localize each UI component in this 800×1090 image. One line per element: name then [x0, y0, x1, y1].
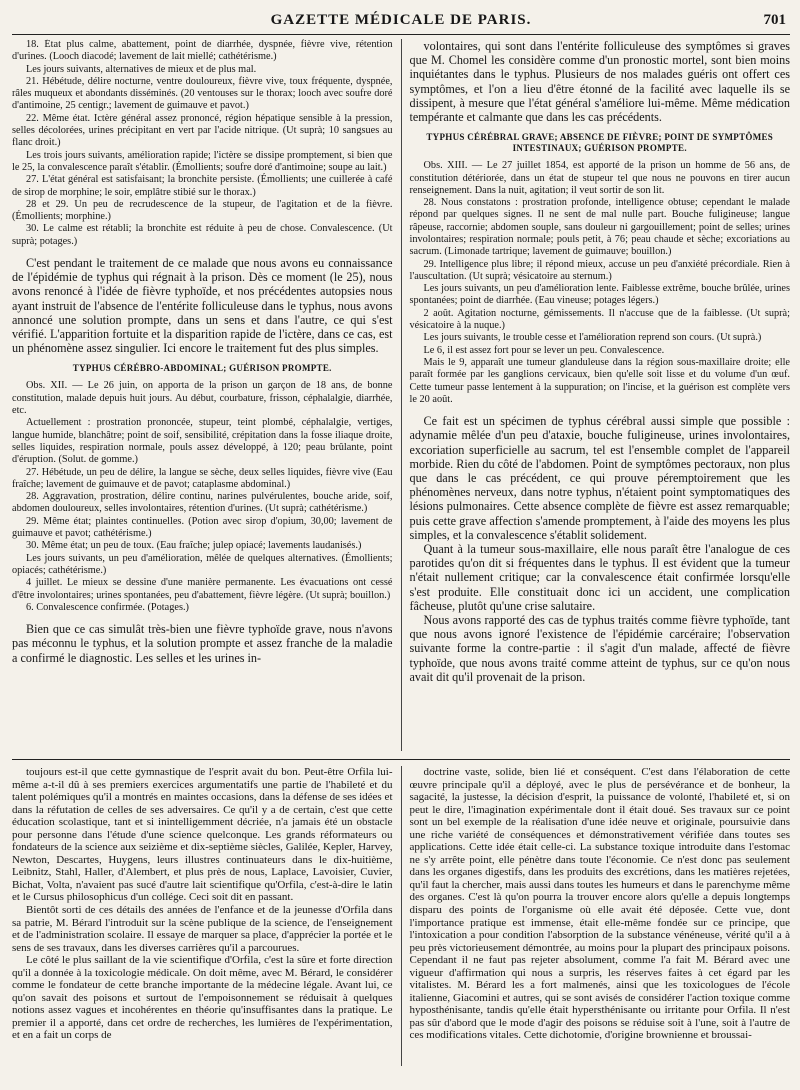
observation-note: 2 août. Agitation nocturne, gémissements. Il n'accuse que de la faiblesse. (Ut suprà; vésicatoire à la nuque.)	[409, 307, 790, 332]
observation-note: 28 et 29. Un peu de recrudescence de la stupeur, de l'agitation et de la fièvre. (Émollients; morphine.)	[12, 198, 393, 223]
clinical-observations-section	[12, 39, 790, 751]
upper-right-column	[401, 39, 791, 751]
observation-note: Le 6, il est assez fort pour se lever un peu. Convalescence.	[423, 344, 665, 356]
section-heading: TYPHUS CÉRÉBRO-ABDOMINAL; GUÉRISON PROMPTE.	[72, 363, 332, 374]
feuilleton-paragraph: Le côté le plus saillant de la vie scientifique d'Orfila, c'est la sûre et forte direction qu'il a donnée à la toxicologie médicale. On doit même, avec M. Bérard, le considérer comme le fondateur de cette branche importante de la médecine légale. Avant lui, ce qu'on savait des poisons et surtout de l'empoisonnement se réduisait à quelques notions assez vagues et incohérentes en théorie qu'insuffisantes dans la pratique. Le premier il a apporté, dans cet ordre de recherches, les lumières de l'expérimentation, et en a fait un corps de	[12, 954, 393, 1042]
observation-note: 18. État plus calme, abattement, point de diarrhée, dyspnée, fièvre vive, rétention d'urines. (Looch diacodé; lavement de lait miellé; cathétérisme.)	[12, 39, 393, 63]
upper-left-column	[12, 39, 401, 751]
observation-note: Obs. XIII. — Le 27 juillet 1854, est apporté de la prison un homme de 56 ans, de constitution détériorée, dans un état de stupeur tel que nous ne pouvons en tirer aucun renseignement. Dans la nuit, agitation; il veut sortir de son lit.	[409, 160, 790, 196]
lower-left-column	[12, 766, 401, 1066]
section-heading: TYPHUS CÉRÉBRAL GRAVE; ABSENCE DE FIÈVRE; POINT DE SYMPTÔMES INTESTINAUX; GUÉRISON PROMPTE.	[426, 132, 774, 154]
observation-note: 30. Le calme est rétabli; la bronchite est réduite à peu de chose. Convalescence. (Ut suprà; potages.)	[12, 223, 393, 247]
observation-note: 6. Convalescence confirmée. (Potages.)	[26, 601, 189, 613]
page-number: 701	[763, 12, 786, 28]
observation-note: Mais le 9, apparaît une tumeur glanduleuse dans la région sous-maxillaire droite; elle paraît formée par les ganglions cervicaux, bien qu'elle soit lisse et du volume d'un œuf. Cette tumeur passe lentement à la suppuration; on l'incise, et la guérison est complète vers le 20 août.	[409, 356, 790, 405]
observation-note: Les jours suivants, un peu d'amélioration lente. Faiblesse extrême, bouche brûlée, urines spontanées; point de diarrhée. (Eau vineuse; potages légers.)	[409, 283, 790, 307]
observation-note: 28. Aggravation, prostration, délire continu, narines pulvérulentes, bouche aride, soif, abdomen douloureux, selles involontaires, rétention d'urines. (Ut suprà; cathétérisme.)	[12, 491, 393, 515]
lower-right-column	[401, 766, 791, 1066]
feuilleton-paragraph: toujours est-il que cette gymnastique de l'esprit avait du bon. Peut-être Orfila lui-même a-t-il dû à ses premiers exercices argumentatifs une partie de l'habileté et du talent polémiques qu'il a montrés en maintes occasions, dans la défense de ses idées et dans la réfutation de celles de ses adversaires. Ce qu'il y a de certain, c'est que cette éducation scolastique, tant et si inintelligemment décriée, n'a jamais été un obstacle pour personne dans l'étude d'une science quelconque. Les grands réformateurs ou fondateurs de la science aux seizième et dix-septième siècles, Galilée, Kepler, Harvey, Newton, Descartes, Huygens, leurs illustres continuateurs dans le dix-huitième, Leibnitz, Stahl, Haller, d'Alembert, et plus près de nous, Laplace, Lavoisier, Cuvier, Bichat, Volta, n'avaient pas sucé d'autre lait scientifique qu'Orfila, c'est-à-dire le latin et le Cursus philosophicus d'un collége. Ceci soit dit en passant.	[12, 766, 393, 904]
observation-note: 21. Hébétude, délire nocturne, ventre douloureux, fièvre vive, toux fréquente, dyspnée, râles muqueux et abondants disséminés. (20 ventouses sur le thorax; looch avec soufre doré d'antimoine, 25 centigr.; lavement de guimauve et pavot.)	[12, 75, 393, 112]
observation-note: 27. Hébétude, un peu de délire, la langue se sèche, deux selles liquides, fièvre vive (Eau fraîche; lavement de guimauve et de pavot; cataplasme abdominal.)	[12, 466, 393, 490]
commentary-paragraph: Nous avons rapporté des cas de typhus traités comme fièvre typhoïde, tant que nous avons ignoré l'existence de l'épidémie carcéraire; l'observation suivante forme la contre-partie : il s'agit d'un malade, affecté de fièvre typhoïde, que nous avons traité comme atteint de typhus, sur ce qu'on nous avait dit qu'il provenait de la prison.	[409, 613, 790, 684]
observation-note: 29. Intelligence plus libre; il répond mieux, accuse un peu d'anxiété précordiale. Rien à l'auscultation. (Ut suprà; vésicatoire au sternum.)	[409, 258, 790, 282]
observation-note: 28. Nous constatons : prostration profonde, intelligence obtuse; cependant le malade répond par quelques signes. Il ne sent de mal nulle part. Bouche fuligineuse; langue râpeuse, raccornie; abdomen souple, sans douleur ni gargouillement; point de selles; urines involontaires; respiration normale; pouls petit, à 76; peau chaude et sèche; excoriations au sacrum. (Limonade tartrique; lavement de guimauve; bouillon.)	[409, 197, 790, 258]
observation-note: 29. Même état; plaintes continuelles. (Potion avec sirop d'opium, 30,00; lavement de guimauve et pavot; cathétérisme.)	[12, 515, 393, 540]
observation-note: Obs. XII. — Le 26 juin, on apporta de la prison un garçon de 18 ans, de bonne constitution, malade depuis huit jours. Au début, courbature, frisson, céphalalgie, diarrhée, etc.	[12, 380, 393, 417]
commentary-paragraph: C'est pendant le traitement de ce malade que nous avons eu connaissance de l'épidémie de typhus qui régnait à la prison. Dès ce moment (le 25), nous avons renoncé à l'idée de fièvre typhoïde, et nos précédentes autopsies nous ayant instruit de l'absence de l'entérite folliculeuse dans le typhus, nous avons annoncé une solution prompte, dans un sens et dans l'autre, ce qui s'est vérifié. L'apparition fortuite et la disparition rapide de l'ictère, dans ce cas, est un phénomène assez singulier. Ici encore le traitement fut des plus simples.	[12, 256, 393, 356]
feuilleton-paragraph: Bientôt sorti de ces détails des années de l'enfance et de la jeunesse d'Orfila dans sa patrie, M. Bérard l'introduit sur la scène publique de la science, de l'enseignement et de l'administration scolaire. Il essaye de marquer sa place, d'apprécier la portée et le sens de ses travaux, dans les diverses carrières qu'il a parcourues.	[12, 904, 393, 954]
observation-note: Actuellement : prostration prononcée, stupeur, teint plombé, céphalalgie, vertiges, langue humide, blanchâtre; point de soif, sensibilité, crépitation dans la fosse iliaque droite, selles liquides, respiration normale, pouls assez développé, à 120; peau brûlante, point d'éruption. (Solut. de gomme.)	[12, 417, 393, 466]
commentary-paragraph: Ce fait est un spécimen de typhus cérébral aussi simple que possible : adynamie mêlée d'un peu d'ataxie, bouche fuligineuse, urines involontaires, excoriation superficielle au sacrum, tel est l'ensemble complet de l'appareil morbide. Rien du côté de l'abdomen. Point de symptômes pectoraux, non plus que dans le cas précédent, ce qui prouve péremptoirement que les phénomènes nerveux, dans notre typhus, n'étaient point symptomatiques des lésions pulmonaires. Cette absence complète de fièvre est assez remarquable; puis cette grave affection s'amende promptement, à l'aide des moyens les plus simples, et la convalescence s'établit solidement.	[409, 414, 790, 542]
section-divider	[12, 759, 790, 760]
page-header	[12, 8, 790, 35]
observation-note: 30. Même état; un peu de toux. (Eau fraîche; julep opiacé; lavements laudanisés.)	[26, 540, 362, 552]
observation-note: 22. Même état. Ictère général assez prononcé, région hépatique sensible à la pression, selles décolorées, urines précipitant en vert par l'acide nitrique. (Ut suprà; 10 sangsues au flanc droit.)	[12, 112, 393, 149]
running-title: GAZETTE MÉDICALE DE PARIS.	[270, 12, 532, 28]
observation-note: Les jours suivants, alternatives de mieux et de plus mal.	[26, 63, 257, 75]
feuilleton-section	[12, 766, 790, 1066]
observation-note: Les jours suivants, le trouble cesse et l'amélioration reprend son cours. (Ut suprà.)	[423, 332, 762, 344]
observation-note: 27. L'état général est satisfaisant; la bronchite persiste. (Émollients; une cuillerée à café de sirop de morphine; le soir, emplâtre stibié sur le thorax.)	[12, 174, 393, 198]
observation-note: Les trois jours suivants, amélioration rapide; l'ictère se dissipe promptement, si bien que le 25, la convalescence paraît s'établir. (Émollients; soufre doré d'antimoine; soupe au lait.)	[12, 149, 393, 173]
commentary-paragraph: Bien que ce cas simulât très-bien une fièvre typhoïde grave, nous n'avons pas méconnu le typhus, et la solution prompte et assez franche de la maladie a confirmé le diagnostic. Les selles et les urines in-	[12, 622, 393, 665]
observation-note: 4 juillet. Le mieux se dessine d'une manière permanente. Les évacuations ont cessé d'être involontaires; urines spontanées, peu d'abattement, fièvre légère. (Ut suprà; bouillon.)	[12, 577, 393, 601]
commentary-paragraph: volontaires, qui sont dans l'entérite folliculeuse des symptômes si graves que M. Chomel les considère comme d'un pronostic mortel, sont bien moins inquiétantes dans le typhus. Plusieurs de nos malades guéris ont offert ces symptômes, et l'on a lieu d'être étonné de la facilité avec laquelle ils se dissipent, à mesure que l'état général s'améliore lui-même. Même médication tempérante et calmante que dans les cas précédents.	[409, 39, 790, 125]
commentary-paragraph: Quant à la tumeur sous-maxillaire, elle nous paraît être l'analogue de ces parotides qu'on dit si fréquentes dans le typhus. Il est évident que la tumeur n'était nullement critique; car la convalescence était confirmée lorsqu'elle s'est produite. Elle constituait donc ici un accident, une complication fâcheuse, plutôt qu'une crise salutaire.	[409, 541, 790, 613]
observation-note: Les jours suivants, un peu d'amélioration, mêlée de quelques alternatives. (Émollients; opiacés; cathétérisme.)	[12, 552, 393, 576]
feuilleton-paragraph: doctrine vaste, solide, bien lié et conséquent. C'est dans l'élaboration de cette œuvre principale qu'il a déployé, avec le plus de persévérance et de bonheur, la sagacité, la justesse, la décision d'esprit, la puissance de volonté, l'habileté et, si on peut le dire, l'imagination expérimentale dont il était doué. Ses travaux sur ce point sont un bel exemple de la réalisation d'une idée neuve et originale, poursuivie dans une riche variété de conséquences et démonstrativement vérifiée dans toutes ses applications. Cette idée était celle-ci. La substance toxique introduite dans l'estomac ne s'y arrête point, elle pénètre dans toute l'économie. Ce n'est donc pas seulement dans les organes digestifs, dans les produits des excrétions, dans les matières rejetées, qu'il faut la chercher, mais aussi dans toutes les humeurs et dans le parenchyme même des organes. C'est là qu'on pourra la trouver encore alors qu'elle a depuis longtemps disparu des points de l'organisme où elle avait été déposée. Cette vue, dont l'importance pratique est immense, était elle-même fondée sur ce principe, que l'intoxication a pour condition l'absorption de la substance vénéneuse, vérité qu'il a à peu près victorieusement démontrée, au moins pour la plupart des principaux poisons. Cependant il ne faut pas rejeter absolument, comme l'a fait M. Bérard avec une vigueur d'affirmation qui nous a surpris, les réserves faites à cet égard par les vitalistes. M. Bérard les a fort malmenés, ainsi que les toxicologues de l'école italienne, Giacomini et autres, qui se sont avisés de considérer l'action toxique comme hyposthénisante, tandis qu'elle était hypersthénisante ou irritante pour Orfila. Il n'est pas sûr d'abord que le mode d'agir des poisons se réduise soit à l'une, soit à l'autre de ces modifications vitales. Cette dichotomie, d'origine brownienne et broussai-	[409, 766, 790, 1042]
